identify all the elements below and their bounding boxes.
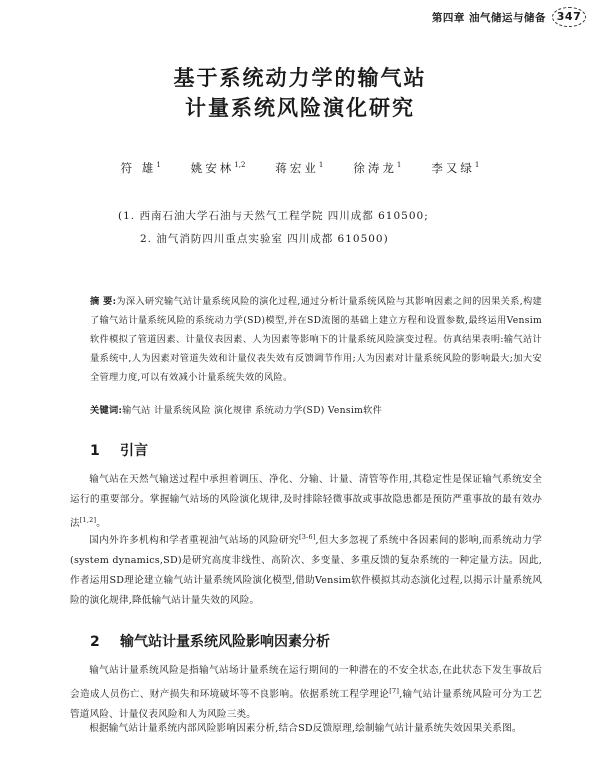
affiliation-1: (1. 西南石油大学石油与天然气工程学院 四川成都 610500; (118, 210, 429, 222)
section-heading-1 (90, 440, 148, 460)
section-number: 2 (90, 634, 100, 650)
citation: [3-6] (298, 533, 316, 541)
affiliation-2: 2. 油气消防四川重点实验室 四川成都 610500) (140, 233, 389, 245)
citation: [7] (389, 687, 400, 695)
paper-title-line-1: 基于系统动力学的输气站 (173, 65, 427, 90)
body-paragraph: 输气站在天然气输送过程中承担着调压、净化、分输、计量、清管等作用,其稳定性是保证输气系统安全运行的重要部分。掌握输气站场的风险演化规律,及时排除轻微事故或事故隐患都是预防严重事故的最有效办法[1,2]。 (70, 474, 542, 530)
section-title: 输气站计量系统风险影响因素分析 (120, 634, 330, 650)
abstract-text: 为深入研究输气站计量系统风险的演化过程,通过分析计量系统风险与其影响因素之间的因果关系,构建了输气站计量系统风险的系统动力学(SD)模型,并在SD流图的基础上建立方程和设置参数,最终运用Vensim软件模拟了管道因素、计量仪表因素、人为因素等影响下的计量系统风险演变过程。仿真结果表明:输气站计量系统中,人为因素对管道失效和计量仪表失效有反馈调节作用;人为因素对计量系统风险的影响最大;加大安全管理力度,可以有效减小计量系统失效的风险。 (90, 296, 543, 383)
keywords (90, 402, 542, 416)
author: 符 雄$^1$ (120, 161, 161, 175)
author: 蒋宏业$^1$ (275, 161, 324, 175)
author: 李又绿$^1$ (431, 161, 480, 175)
page-number: 347 (552, 7, 586, 27)
chapter-title: 第四章 油气储运与储备 (431, 11, 546, 24)
keywords-text: 输气站 计量系统风险 演化规律 系统动力学(SD) Vensim软件 (122, 405, 383, 416)
author-list (0, 160, 600, 176)
keywords-label: 关键词: (90, 405, 123, 416)
abstract-label: 摘 要: (90, 296, 117, 307)
section-number: 1 (90, 443, 100, 459)
running-header (432, 7, 586, 27)
body-paragraph: 国内外许多机构和学者重视油气站场的风险研究[3-6],但大多忽视了系统中各因素间的影响,而系统动力学(system dynamics,SD)是研究高度非线性、高阶次、多变量、多重反馈的复杂系统的一种定量方法。因此,作者运用SD理论建立输气站计量系统风险演化模型,借助Vensim软件模拟其动态演化过程,以揭示计量系统风险的演化规律,降低输气站计量失效的风险。 (70, 533, 543, 607)
author: 姚安林$^{1,2}$ (190, 161, 246, 175)
section-title: 引言 (120, 443, 148, 459)
section-heading-2 (90, 631, 330, 651)
citation: [1,2] (79, 516, 97, 524)
author: 徐涛龙$^1$ (353, 161, 402, 175)
paper-title-line-2: 计量系统风险演化研究 (185, 95, 415, 120)
body-paragraph: 输气站计量系统风险是指输气站场计量系统在运行期间的一种潜在的不安全状态,在此状态下发生事故后会造成人员伤亡、财产损失和环境破坏等不良影响。依据系统工程学理论[7],输气站计量系统风险可分为工艺管道风险、计量仪表风险和人为风险三类。 (70, 665, 542, 721)
body-paragraph: 根据输气站计量系统内部风险影响因素分析,结合SD反馈原理,绘制输气站计量系统失效因果关系图。 (89, 723, 522, 734)
abstract (90, 292, 542, 387)
